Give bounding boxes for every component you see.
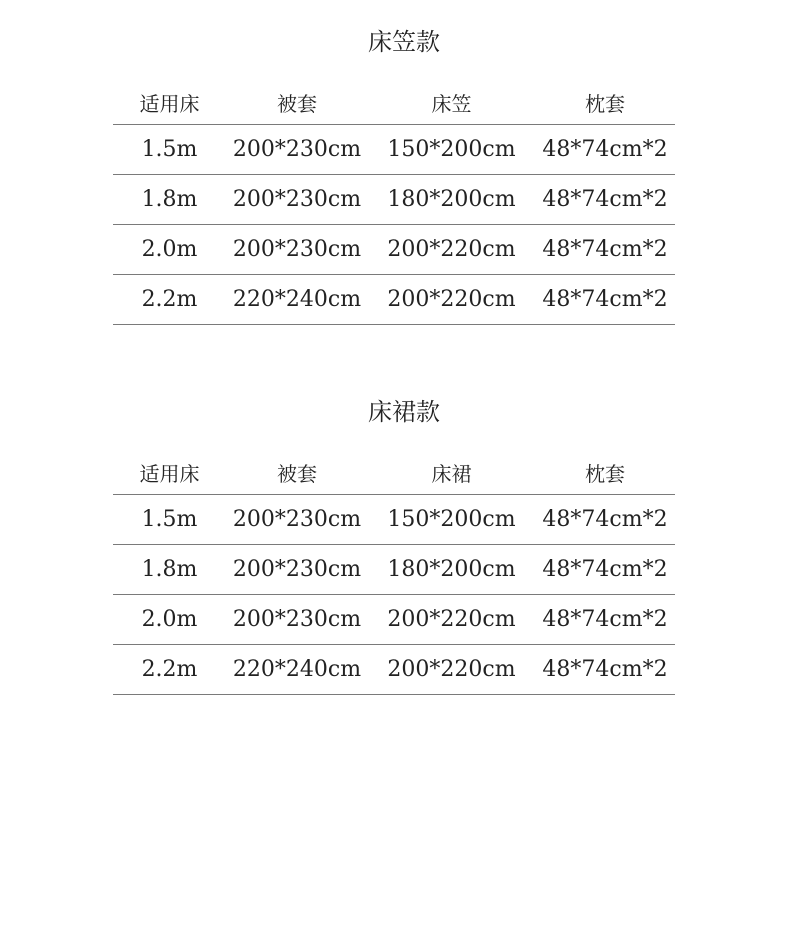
size-table bbox=[113, 84, 675, 325]
table-cell: 2.2m bbox=[141, 287, 198, 312]
table-cell: 2.2m bbox=[141, 657, 198, 682]
fitted-sheet-section bbox=[113, 24, 675, 325]
table-cell: 48*74cm*2 bbox=[542, 287, 668, 312]
table-row bbox=[113, 275, 675, 325]
header-cell-duvet-cover: 被套 bbox=[277, 462, 317, 486]
header-cell-bed-size: 适用床 bbox=[139, 92, 200, 116]
table-cell: 200*230cm bbox=[232, 187, 362, 212]
table-cell: 200*220cm bbox=[387, 237, 516, 262]
size-table bbox=[113, 454, 675, 695]
table-row bbox=[113, 175, 675, 225]
table-cell: 200*220cm bbox=[387, 287, 516, 312]
table-cell: 200*230cm bbox=[232, 237, 362, 262]
table-row bbox=[113, 545, 675, 595]
table-cell: 48*74cm*2 bbox=[542, 607, 668, 632]
table-cell: 48*74cm*2 bbox=[542, 657, 668, 682]
header-cell-duvet-cover: 被套 bbox=[277, 92, 317, 116]
table-cell: 200*230cm bbox=[232, 137, 362, 162]
table-cell: 2.0m bbox=[141, 237, 198, 262]
table-cell: 220*240cm bbox=[232, 287, 362, 312]
table-cell: 200*230cm bbox=[232, 557, 362, 582]
table-cell: 2.0m bbox=[141, 607, 198, 632]
table-cell: 150*200cm bbox=[387, 137, 516, 162]
table-cell: 48*74cm*2 bbox=[542, 557, 668, 582]
section-title: 床裙款 bbox=[368, 398, 440, 426]
table-cell: 200*230cm bbox=[232, 607, 362, 632]
header-cell-bed-size: 适用床 bbox=[139, 462, 200, 486]
table-cell: 48*74cm*2 bbox=[542, 187, 668, 212]
table-row bbox=[113, 645, 675, 695]
header-cell-bed-skirt: 床裙 bbox=[431, 462, 472, 486]
header-cell-pillowcase: 枕套 bbox=[585, 92, 625, 116]
table-row bbox=[113, 125, 675, 175]
table-cell: 48*74cm*2 bbox=[542, 137, 668, 162]
header-cell-pillowcase: 枕套 bbox=[585, 462, 625, 486]
table-row bbox=[113, 495, 675, 545]
table-cell: 48*74cm*2 bbox=[542, 237, 668, 262]
header-cell-fitted-sheet: 床笠 bbox=[431, 92, 472, 116]
table-cell: 200*220cm bbox=[387, 657, 516, 682]
table-header-row bbox=[113, 84, 675, 125]
table-cell: 1.8m bbox=[141, 187, 198, 212]
table-cell: 200*220cm bbox=[387, 607, 516, 632]
table-cell: 220*240cm bbox=[232, 657, 362, 682]
table-cell: 150*200cm bbox=[387, 507, 516, 532]
table-cell: 180*200cm bbox=[387, 557, 516, 582]
table-header-row bbox=[113, 454, 675, 495]
table-cell: 1.5m bbox=[141, 137, 198, 162]
bed-skirt-section bbox=[113, 394, 675, 695]
section-title: 床笠款 bbox=[368, 28, 440, 56]
table-row bbox=[113, 225, 675, 275]
table-cell: 48*74cm*2 bbox=[542, 507, 668, 532]
table-cell: 1.5m bbox=[141, 507, 198, 532]
table-cell: 200*230cm bbox=[232, 507, 362, 532]
table-row bbox=[113, 595, 675, 645]
table-cell: 180*200cm bbox=[387, 187, 516, 212]
table-cell: 1.8m bbox=[141, 557, 198, 582]
